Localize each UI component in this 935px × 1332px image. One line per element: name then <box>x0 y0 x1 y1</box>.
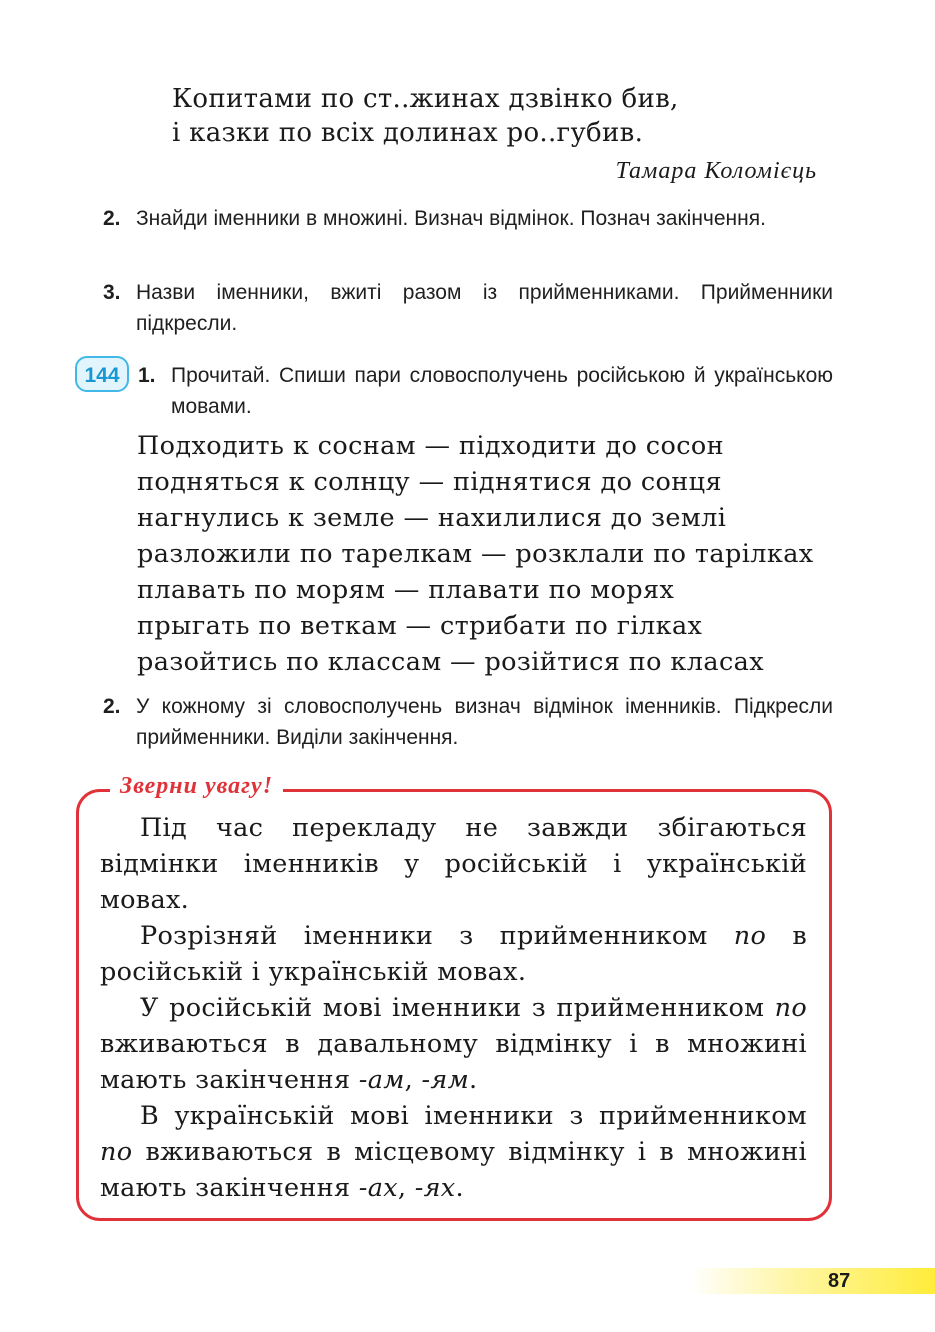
task-number: 1. <box>138 364 156 387</box>
word-pair: плавать по морям — плавати по морях <box>137 575 675 605</box>
task-number: 3. <box>103 281 121 304</box>
notice-paragraph-2: Розрізняй іменники з прийменником по в російській і українській мовах. <box>100 921 808 987</box>
notice-paragraph-4: В українській мові іменники з прийменником по вживаються в місцевому відмінку і в множині мають закінчення -ах, -ях. <box>100 1101 807 1203</box>
exercise-number-badge: 144 <box>75 356 129 392</box>
page-number: 87 <box>828 1270 851 1292</box>
poem-author: Тамара Коломієць <box>615 158 817 184</box>
notice-title: Зверни увагу! <box>110 770 283 802</box>
word-pair: разойтись по классам — розійтися по класах <box>137 647 765 677</box>
poem-line-2: і казки по всіх долинах ро..губив. <box>172 118 644 148</box>
word-pair: подняться к солнцу — піднятися до сонця <box>137 467 722 497</box>
page-number-band <box>690 1268 935 1294</box>
task-text: Знайди іменники в множині. Визнач відмінок. Познач закінчення. <box>136 207 766 230</box>
word-pair: прыгать по веткам — стрибати по гілках <box>137 611 703 641</box>
task-number: 2. <box>103 695 121 718</box>
poem <box>172 82 679 150</box>
notice-paragraph-1: Під час перекладу не завжди збігаються відмінки іменників у російській і українській мовах. <box>100 813 807 915</box>
exercise-task-1 <box>138 360 833 422</box>
task-number: 2. <box>103 207 121 230</box>
word-pair: нагнулись к земле — нахилилися до землі <box>137 503 727 533</box>
exercise-task-2 <box>103 691 833 753</box>
notice-body <box>100 810 807 1206</box>
notice-paragraph-3: У російській мові іменники з прийменником по вживаються в давальному відмінку і в множині мають закінчення -ам, -ям. <box>100 993 807 1095</box>
task-text: Назви іменники, вжиті разом із прийменниками. Прийменники підкресли. <box>136 281 833 335</box>
word-pair: разложили по тарелкам — розклали по тарілках <box>137 539 814 569</box>
task-text: У кожному зі словосполучень визнач відмінок іменників. Підкресли прийменники. Виділи закінчення. <box>136 695 833 749</box>
word-pair: Подходить к соснам — підходити до сосон <box>137 431 725 461</box>
task-text: Прочитай. Спиши пари словосполучень російською й українською мовами. <box>171 364 833 418</box>
word-pairs-list <box>137 428 814 680</box>
task-2-prev <box>103 203 833 234</box>
poem-line-1: Копитами по ст..жинах дзвінко бив, <box>172 84 679 114</box>
task-3-prev <box>103 277 833 339</box>
